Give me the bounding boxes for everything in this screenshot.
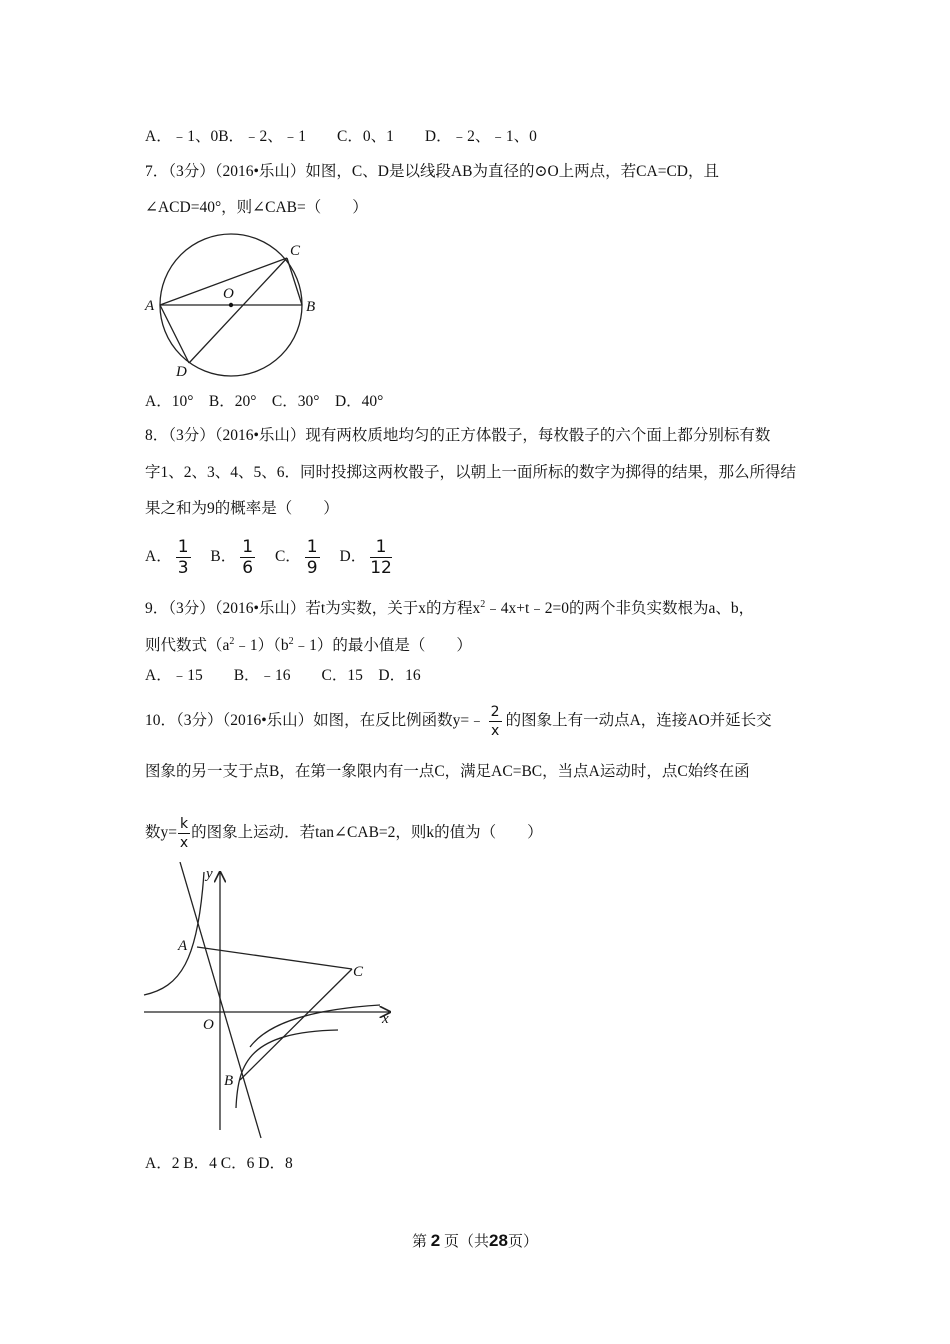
q8-option-d-label: D． bbox=[339, 548, 367, 565]
q10-stem-line3 bbox=[145, 812, 543, 854]
q10-coordinate-figure bbox=[140, 862, 400, 1142]
q8-stem-line3: 果之和为9的概率是（ ） bbox=[145, 500, 339, 517]
q9-text: ﹣4x+t﹣2=0的两个非负实数根为a、b， bbox=[485, 600, 755, 618]
q10-label-b: B bbox=[224, 1073, 234, 1089]
q10-hyperbola-branch-ii bbox=[144, 872, 204, 995]
q7-options: A．10° B．20° C．30° D．40° bbox=[145, 393, 384, 410]
footer-text: 页） bbox=[507, 1234, 538, 1250]
q8-option-b-fraction bbox=[240, 537, 255, 578]
q7-center-dot bbox=[229, 303, 233, 307]
q10-segment-bc bbox=[240, 969, 352, 1080]
q9-exponent: 2 bbox=[480, 599, 486, 610]
q10-fraction-k-over-x bbox=[178, 815, 190, 852]
q8-option-c-fraction bbox=[305, 537, 320, 578]
fraction-denominator: 12 bbox=[370, 557, 392, 578]
q9-exponent: 2 bbox=[288, 636, 294, 647]
q10-label-o: O bbox=[203, 1017, 214, 1033]
q10-text: 的图象上有一动点A，连接AO并延长交 bbox=[505, 712, 772, 729]
q8-option-b-label: B． bbox=[210, 548, 237, 565]
fraction-numerator: k bbox=[180, 815, 189, 832]
fraction-numerator: 2 bbox=[490, 703, 500, 720]
q9-options: A．﹣15 B．﹣16 C．15 D．16 bbox=[145, 667, 421, 684]
q10-text: 数y= bbox=[145, 824, 177, 841]
q10-stem-line1 bbox=[145, 700, 772, 742]
q7-circle-figure bbox=[140, 228, 330, 383]
q10-fraction-neg-2-over-x bbox=[489, 703, 502, 740]
q10-text: 的图象上运动．若tan∠CAB=2，则k的值为（ ） bbox=[191, 824, 543, 841]
q8-stem-line2: 字1、2、3、4、5、6．同时投掷这两枚骰子，以朝上一面所标的数字为掷得的结果，那么所得结 bbox=[145, 464, 797, 481]
fraction-numerator: 1 bbox=[370, 537, 392, 558]
q8-option-d-fraction bbox=[370, 537, 392, 578]
q10-options: A．2 B．4 C．6 D．8 bbox=[145, 1155, 293, 1172]
q8-options bbox=[145, 536, 396, 578]
q7-stem-line2: ∠ACD=40°，则∠CAB=（ ） bbox=[145, 199, 368, 216]
fraction-numerator: 1 bbox=[306, 536, 318, 557]
footer-page-number: 2 bbox=[430, 1231, 441, 1250]
q10-label-a: A bbox=[178, 938, 188, 954]
q7-label-o: O bbox=[223, 286, 234, 302]
footer-text: 第 bbox=[412, 1234, 428, 1250]
q8-option-a-label: A． bbox=[145, 548, 172, 565]
fraction-denominator: 6 bbox=[242, 557, 254, 578]
q10-text: 10．（3分）（2016•乐山）如图，在反比例函数y=﹣ bbox=[145, 712, 485, 729]
fraction-numerator: 1 bbox=[177, 536, 189, 557]
q8-option-a-fraction bbox=[176, 537, 191, 578]
q9-stem-line1 bbox=[145, 595, 754, 619]
q8-option-c-label: C． bbox=[274, 548, 301, 565]
q7-label-b: B bbox=[306, 299, 316, 315]
fraction-denominator: x bbox=[179, 834, 189, 851]
q6-options: A．﹣1、0B．﹣2、﹣1 C．0、1 D．﹣2、﹣1、0 bbox=[145, 128, 537, 145]
q7-chord-cd bbox=[189, 258, 287, 363]
q7-stem-line1: 7．（3分）（2016•乐山）如图，C、D是以线段AB为直径的⊙O上两点，若CA=CD，且 bbox=[145, 163, 719, 180]
q10-label-y: y bbox=[206, 866, 213, 882]
q10-stem-line2: 图象的另一支于点B，在第一象限内有一点C，满足AC=BC，当点A运动时，点C始终在函 bbox=[145, 763, 750, 780]
fraction-denominator: 9 bbox=[306, 557, 318, 578]
q9-text: ﹣1）的最小值是（ ） bbox=[293, 637, 472, 655]
q7-label-a: A bbox=[145, 298, 155, 314]
fraction-denominator: x bbox=[490, 722, 500, 739]
q7-label-d: D bbox=[176, 364, 187, 380]
q7-label-c: C bbox=[290, 243, 301, 259]
q9-text: 9．（3分）（2016•乐山）若t为实数，关于x的方程x bbox=[145, 600, 481, 618]
q10-hyperbola-k bbox=[250, 1005, 380, 1047]
page-footer bbox=[0, 1230, 950, 1251]
q10-label-x: x bbox=[382, 1011, 389, 1027]
q9-exponent: 2 bbox=[229, 636, 235, 647]
fraction-numerator: 1 bbox=[242, 536, 254, 557]
q9-text: 则代数式（a bbox=[145, 637, 230, 655]
q7-chord-ad bbox=[160, 305, 189, 363]
q10-label-c: C bbox=[353, 964, 364, 980]
q7-chord-cb bbox=[287, 258, 302, 305]
footer-total-pages: 28 bbox=[489, 1231, 508, 1250]
fraction-denominator: 3 bbox=[177, 557, 189, 578]
q9-stem-line2 bbox=[145, 632, 472, 656]
footer-text: 页（共 bbox=[444, 1234, 490, 1250]
q8-stem-line1: 8．（3分）（2016•乐山）现有两枚质地均匀的正方体骰子，每枚骰子的六个面上都分别标有数 bbox=[145, 427, 771, 444]
q9-text: ﹣1）（b bbox=[234, 637, 289, 655]
